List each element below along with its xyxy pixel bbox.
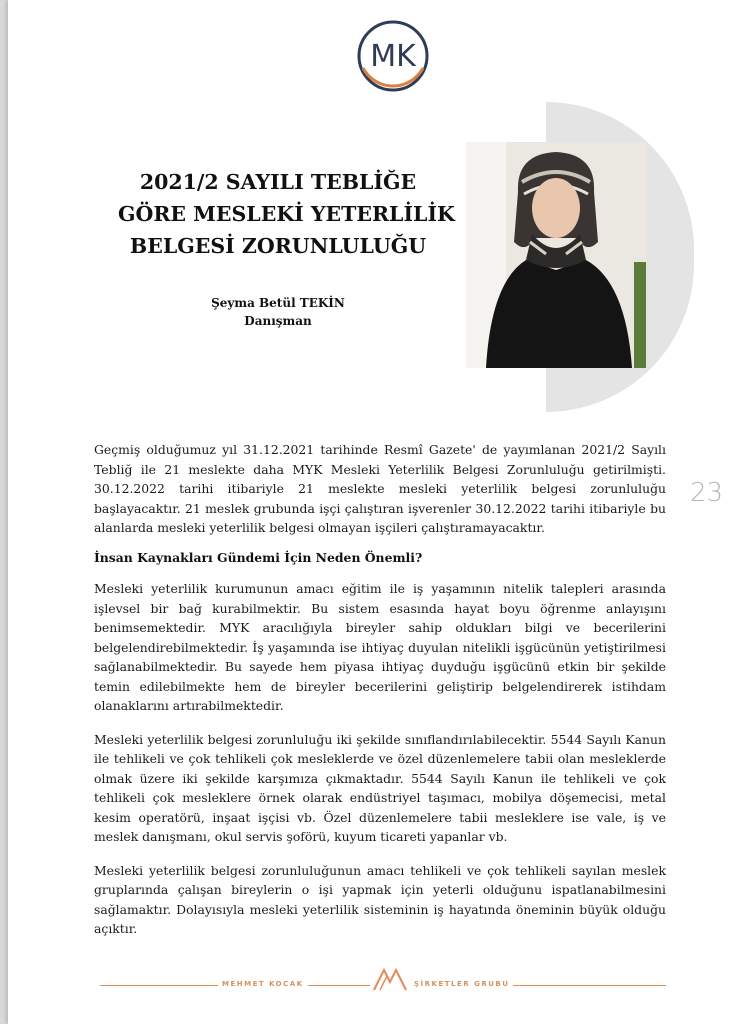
author-photo — [466, 142, 646, 368]
footer-brand-left: MEHMET KOCAK — [218, 980, 308, 988]
paragraph-4: Mesleki yeterlilik belgesi zorunluluğunun amacı tehlikeli ve çok tehlikeli sayılan meslek gruplarında çalışan bireylerin o işi yapmak için yeterli olduğunu ispatlanabilmesini sağlamaktır. Dolayısıyla mesleki yeterlilik sisteminin iş hayatında öneminin büyük olduğu açıktır. — [94, 862, 666, 936]
footer — [100, 960, 666, 1000]
logo-text: MK — [370, 39, 416, 74]
author-role: Danışman — [244, 314, 312, 328]
paragraph-2: Mesleki yeterlilik kurumunun amacı eğitim ile iş yaşamının nitelik talepleri arasında işlevsel bir bağ kurabilmektir. Bu sistem esasında hayat boyu öğrenme anlayışını benimsemektedir. MYK aracılığıyla bireyler sahip oldukları bilgi ve becerilerini belgelendirebilmektedir. İş yaşamında ise ihtiyaç duyulan nitelikli işgücünün yetiştirilmesi sağlanabilmektedir. Bu sayede hem piyasa ihtiyaç duyduğu işgücünü etkin bir şekilde temin edilebilmekte hem de bireyler becerilerini geliştirip belgelendirerek istihdam olanaklarını artırabilmektedir. — [94, 581, 666, 713]
author-name: Şeyma Betül TEKİN — [211, 296, 345, 310]
section-heading: İnsan Kaynakları Gündemi İçin Neden Önemli? — [94, 549, 423, 565]
title-line-2: GÖRE MESLEKİ YETERLİLİK — [118, 202, 455, 226]
document-page — [8, 0, 751, 1024]
author-block — [178, 294, 378, 330]
article-body — [94, 440, 666, 953]
paragraph-1: Geçmiş olduğumuz yıl 31.12.2021 tarihinde Resmî Gazete' de yayımlanan 2021/2 Sayılı Tebliğ ile 21 meslekte daha MYK Mesleki Yeterlilik Belgesi Zorunluluğu getirilmişti. 30.12.2022 tarihi itibariyle 21 meslekte mesleki yeterlilik belgesi zorunluluğu başlayacaktır. 21 meslek grubunda işçi çalıştıran işverenler 30.12.2022 tarihi itibariyle bu alanlarda mesleki yeterlilik belgesi olmayan işçileri çalıştıramayacaktır. — [94, 442, 666, 535]
mk-logo — [355, 18, 431, 94]
footer-brand-right: ŞİRKETLER GRUBU — [410, 980, 513, 988]
title-line-1: 2021/2 SAYILI TEBLİĞE — [139, 170, 417, 194]
paragraph-3: Mesleki yeterlilik belgesi zorunluluğu iki şekilde sınıflandırılabilecektir. 5544 Sayılı Kanun ile tehlikeli ve çok tehlikeli çok mesleklerde ve özel düzenlemelere tabii olan mesleklerde olmak üzere iki şekilde karşımıza çıkmaktadır. 5544 Sayılı Kanun ile tehlikeli ve çok tehlikeli çok mesleklere örnek olarak endüstriyel taşımacı, mobilya döşemecisi, metal kesim operatörü, inşaat işçisi vb. Özel düzenlemelere tabii mesleklere ise vale, iş ve meslek danışmanı, okul servis şoförü, kuyum ticareti yapanlar vb. — [94, 731, 666, 844]
article-title — [118, 166, 455, 262]
footer-brand-mark — [370, 964, 410, 994]
title-line-3: BELGESİ ZORUNLULUĞU — [129, 234, 427, 258]
page-number: 23 — [690, 478, 724, 508]
